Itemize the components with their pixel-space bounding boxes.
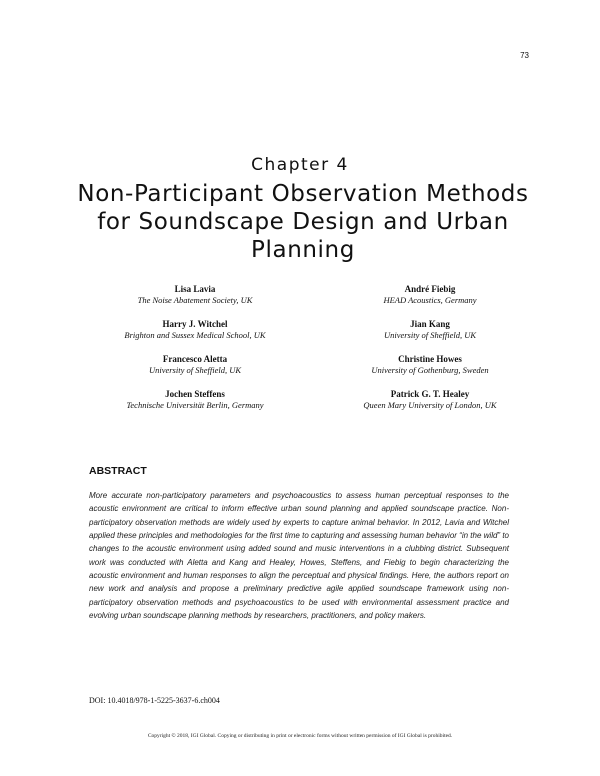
chapter-label: Chapter 4 bbox=[251, 155, 349, 175]
author-entry bbox=[330, 318, 530, 353]
author-name: Lisa Lavia bbox=[174, 284, 216, 294]
abstract-body: More accurate non-participatory parameters and psychoacoustics to assess human perceptual responses to the acoustic environment are critical to inform effective urban sound planning and applied soundscape practice. Non-participatory observation methods are widely used by experts to capture animal behavior. In 2012, Lavia and Witchel applied these principles and methodologies for the first time to capturing and assessing human behavior “in the wild” to changes to the acoustic environment using added sound and music interventions in a clubbing district. Subsequent work was conducted with Aletta and Kang and Healey, Howes, Steffens, and Fiebig to begin characterizing the acoustic environment and human responses to align the perceptual and physical findings. Here, the authors report on new work and analysis and propose a preliminary predictive agile applied soundscape framework using non-participatory observation methods and psychoacoustics to be used with environmental assessment practice and evolving urban soundscape planning methods by researchers, practitioners, and policy makers. bbox=[89, 491, 509, 621]
author-name: Harry J. Witchel bbox=[162, 319, 228, 329]
author-name: Christine Howes bbox=[398, 354, 462, 364]
author-entry bbox=[330, 353, 530, 388]
author-entry bbox=[90, 318, 300, 353]
author-column-left bbox=[90, 283, 300, 423]
copyright-notice: Copyright © 2018, IGI Global. Copying or distributing in print or electronic forms without written permission of IGI Global is prohibited. bbox=[147, 733, 453, 739]
author-column-right bbox=[330, 283, 530, 423]
author-name: Jochen Steffens bbox=[165, 389, 225, 399]
doi: DOI: 10.4018/978-1-5225-3637-6.ch004 bbox=[89, 696, 220, 705]
author-affiliation: The Noise Abatement Society, UK bbox=[137, 295, 253, 305]
author-entry bbox=[90, 388, 300, 423]
author-name: Jian Kang bbox=[410, 319, 450, 329]
author-name: Patrick G. T. Healey bbox=[390, 389, 470, 399]
author-entry bbox=[90, 283, 300, 318]
author-affiliation: Brighton and Sussex Medical School, UK bbox=[124, 330, 266, 340]
author-entry bbox=[330, 388, 530, 423]
abstract-heading: ABSTRACT bbox=[89, 465, 147, 477]
author-name: Francesco Aletta bbox=[162, 354, 228, 364]
author-name: André Fiebig bbox=[404, 284, 456, 294]
author-entry bbox=[90, 353, 300, 388]
author-affiliation: University of Gothenburg, Sweden bbox=[371, 365, 489, 375]
author-affiliation: Technische Universität Berlin, Germany bbox=[126, 400, 264, 410]
author-entry bbox=[330, 283, 530, 318]
chapter-title: Non-Participant Observation Methods for Soundscape Design and Urban Planning bbox=[77, 181, 529, 263]
author-affiliation: University of Sheffield, UK bbox=[383, 330, 477, 340]
page-number: 73 bbox=[520, 51, 529, 60]
author-affiliation: University of Sheffield, UK bbox=[148, 365, 242, 375]
author-affiliation: Queen Mary University of London, UK bbox=[363, 400, 497, 410]
author-affiliation: HEAD Acoustics, Germany bbox=[383, 295, 477, 305]
